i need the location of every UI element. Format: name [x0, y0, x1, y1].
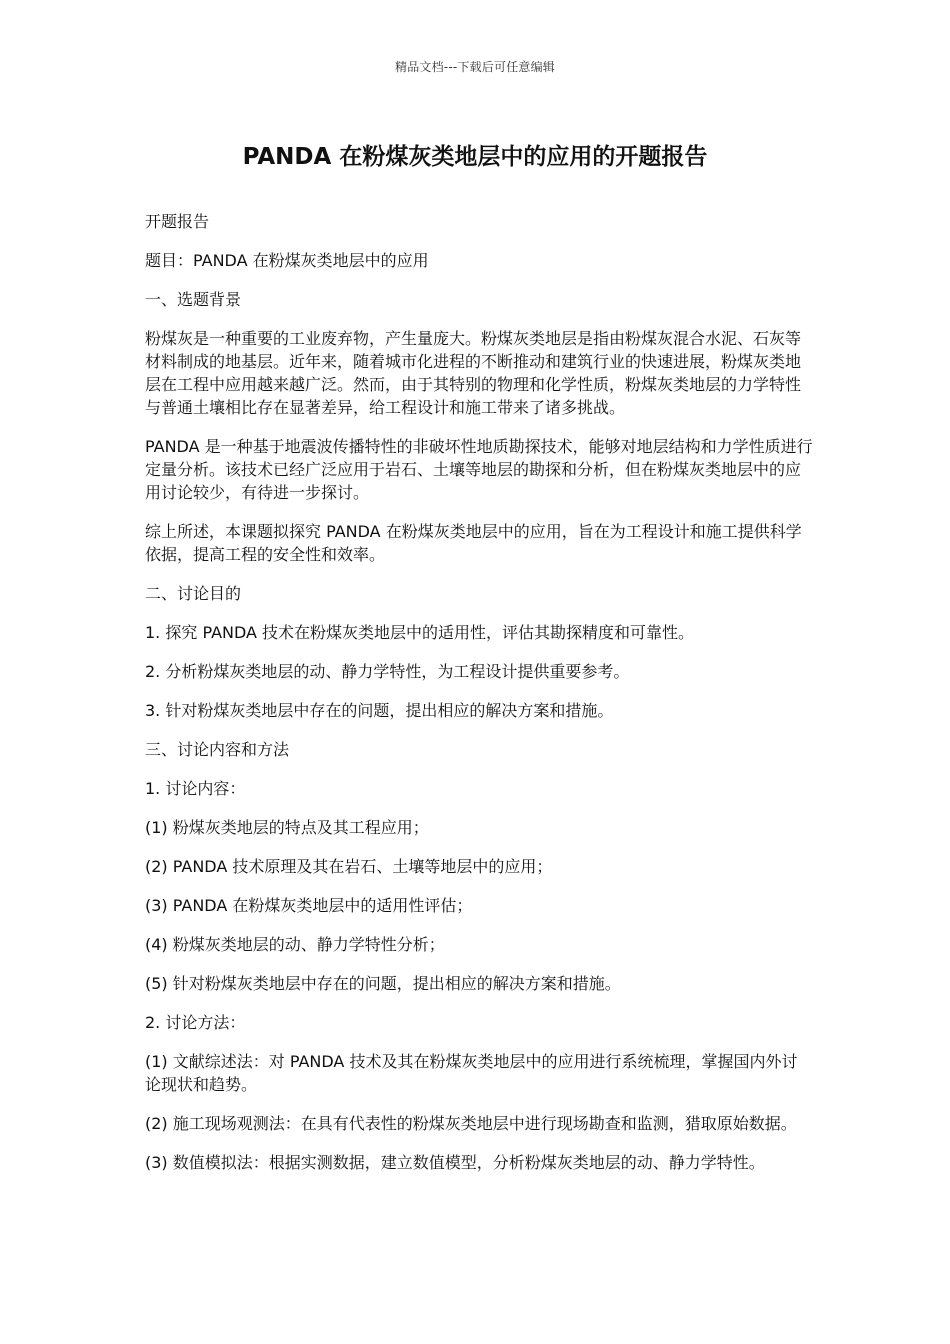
list-item: (2) 施工现场观测法：在具有代表性的粉煤灰类地层中进行现场勘查和监测，猎取原始数据。: [145, 1114, 797, 1133]
list-item: 2. 分析粉煤灰类地层的动、静力学特性，为工程设计提供重要参考。: [145, 662, 630, 681]
list-item: (5) 针对粉煤灰类地层中存在的问题，提出相应的解决方案和措施。: [145, 974, 621, 993]
section-heading: 三、讨论内容和方法: [145, 740, 290, 759]
paragraph: PANDA 是一种基于地震波传播特性的非破坏性地质勘探技术，能够对地层结构和力学性质进行定量分析。该技术已经广泛应用于岩石、土壤等地层的勘探和分析，但在粉煤灰类地层中的应用讨论较少，有待进一步探讨。: [145, 437, 813, 502]
paragraph: 综上所述，本课题拟探究 PANDA 在粉煤灰类地层中的应用，旨在为工程设计和施工提供科学依据，提高工程的安全性和效率。: [145, 522, 802, 564]
subheading: 2. 讨论方法：: [145, 1013, 246, 1032]
subheading: 1. 讨论内容：: [145, 779, 246, 798]
paragraph: 题目：PANDA 在粉煤灰类地层中的应用: [145, 251, 429, 270]
list-item: (1) 粉煤灰类地层的特点及其工程应用；: [145, 818, 429, 837]
list-item: 1. 探究 PANDA 技术在粉煤灰类地层中的适用性，评估其勘探精度和可靠性。: [145, 623, 695, 642]
document-body: [145, 210, 813, 1190]
list-item: 3. 针对粉煤灰类地层中存在的问题，提出相应的解决方案和措施。: [145, 701, 614, 720]
list-item: (3) 数值模拟法：根据实测数据，建立数值模型，分析粉煤灰类地层的动、静力学特性。: [145, 1153, 765, 1172]
list-item: (3) PANDA 在粉煤灰类地层中的适用性评估；: [145, 896, 473, 915]
list-item: (1) 文献综述法：对 PANDA 技术及其在粉煤灰类地层中的应用进行系统梳理，掌握国内外讨论现状和趋势。: [145, 1052, 798, 1094]
page-header: 精品文档---下载后可任意编辑: [395, 60, 555, 74]
list-item: (2) PANDA 技术原理及其在岩石、土壤等地层中的应用；: [145, 857, 553, 876]
paragraph: 粉煤灰是一种重要的工业废弃物，产生量庞大。粉煤灰类地层是指由粉煤灰混合水泥、石灰等材料制成的地基层。近年来，随着城市化进程的不断推动和建筑行业的快速进展，粉煤灰类地层在工程中应用越来越广泛。然而，由于其特别的物理和化学性质，粉煤灰类地层的力学特性与普通土壤相比存在显著差异，给工程设计和施工带来了诸多挑战。: [145, 329, 802, 417]
section-heading: 一、选题背景: [145, 290, 242, 309]
list-item: (4) 粉煤灰类地层的动、静力学特性分析；: [145, 935, 445, 954]
paragraph: 开题报告: [145, 212, 210, 231]
section-heading: 二、讨论目的: [145, 584, 242, 603]
document-title: PANDA 在粉煤灰类地层中的应用的开题报告: [242, 144, 708, 170]
